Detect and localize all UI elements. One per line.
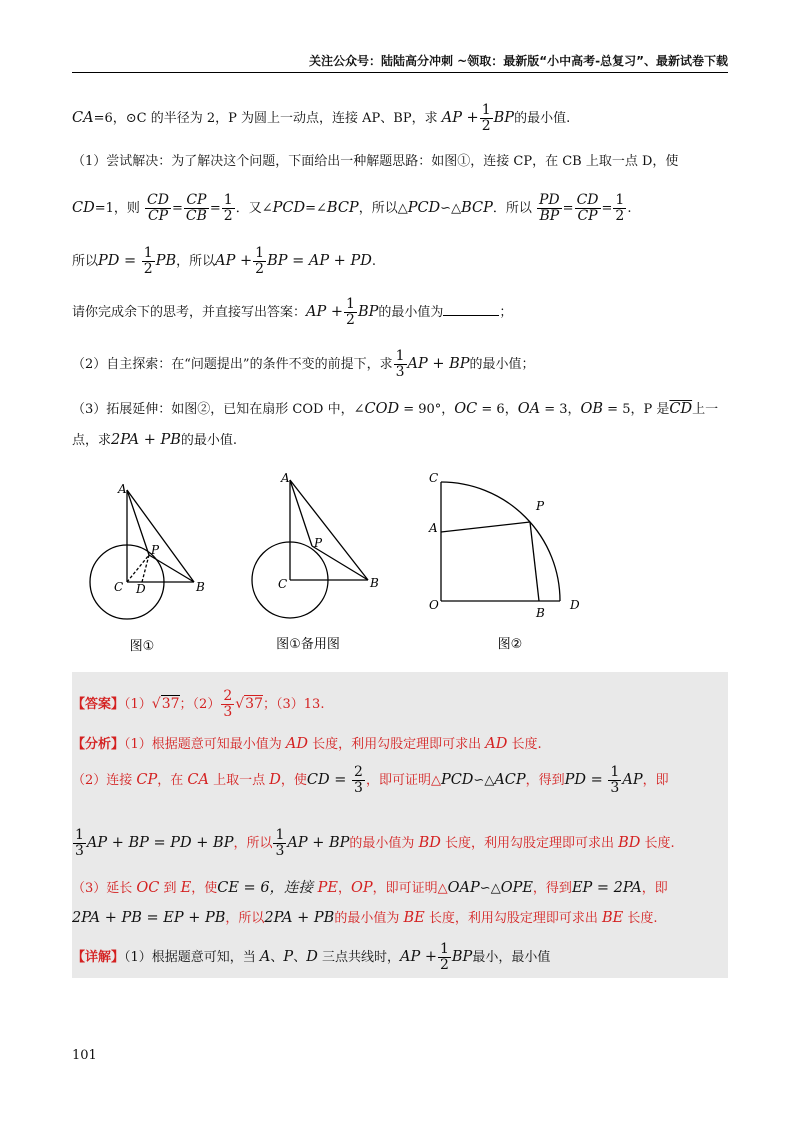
svg-text:B: B [536, 606, 545, 620]
fraction: $\frac{1}{2}$ [481, 102, 491, 134]
svg-text:C: C [429, 471, 439, 485]
figure-1-backup [252, 471, 379, 652]
analysis-line-5: 2PA + PB = EP + PB，所以2PA + PB的最小值为 BE 长度，利用勾股定理即可求出 BE 长度. [72, 910, 658, 926]
figure-2 [428, 471, 580, 652]
analysis-line-2: （2）连接 CP，在 CA 上取一点 D，使CD = $\frac{2}{3}$ ，即可证明△PCD∽△ACP，得到PD = $\frac{1}{3}$ AP，即 [72, 764, 669, 796]
figure-1 [90, 482, 205, 654]
fig1-point-c: C [114, 580, 124, 594]
svg-text:D: D [570, 598, 580, 612]
page-number: 101 [72, 1048, 97, 1063]
svg-text:P: P [314, 536, 323, 550]
fig1b-label: 图①备用图 [276, 637, 340, 652]
part2-line: （2）自主探索：在“问题提出”的条件不变的前提下，求 $\frac{1}{3}$ AP + BP的最小值； [72, 348, 535, 380]
part1-intro: （1）尝试解决：为了解决这个问题，下面给出一种解题思路：如图①，连接 CP，在 CB 上取一点 D，使 [72, 154, 679, 169]
analysis-line-3: $\frac{1}{3}$ AP + BP = PD + BP，所以 $\frac{1}{3}$ AP + BP的最小值为 BD 长度，利用勾股定理即可求出 BD 长度. [75, 827, 675, 859]
part1-line-2: CD=1，则 $\frac{CD}{CP}$ = $\frac{CP}{CB}$ = $\frac{1}{2}$ ．又∠PCD=∠BCP，所以△PCD∽△BCP．所以 $\frac{PD}{BP}$ = $\frac{CD}{CP}$ = $\frac{1}{2}$ . [72, 192, 632, 224]
svg-text:A: A [429, 521, 438, 535]
svg-text:O: O [429, 598, 439, 612]
svg-text:C: C [278, 577, 288, 591]
part1-line-3: 所以PD = $\frac{1}{2}$ PB，所以AP + $\frac{1}{2}$ BP = AP + PD. [72, 245, 376, 277]
analysis-line-4: （3）延长 OC 到 E，使CE = 6，连接 PE，OP，即可证明△OAP∽△OPE，得到EP = 2PA，即 [72, 880, 668, 896]
svg-text:P: P [536, 499, 545, 513]
answer-line: 【答案】（1）√37；（2） $\frac{2}{3}$ √37；（3）13. [72, 688, 325, 720]
fig1-point-b: B [196, 580, 205, 594]
svg-text:B: B [370, 576, 379, 590]
fig2-label: 图② [497, 637, 523, 652]
fig1-point-a: A [118, 482, 127, 496]
fig1-point-d: D [136, 582, 146, 596]
analysis-tag: 【分析】 [72, 737, 125, 752]
part3-line-2: 点，求2PA + PB的最小值. [72, 432, 238, 448]
answer-blank [443, 305, 499, 316]
svg-text:A: A [281, 471, 290, 485]
part3-line-1: （3）拓展延伸：如图②，已知在扇形 COD 中，∠COD = 90°，OC = 6，OA = 3，OB = 5，P 是$\overline{CD}$上一 [72, 401, 719, 417]
fig1-label: 图① [129, 639, 155, 654]
analysis-line-1: 【分析】（1）根据题意可知最小值为 AD 长度，利用勾股定理即可求出 AD 长度. [72, 736, 542, 752]
part1-line-4: 请你完成余下的思考，并直接写出答案：AP + $\frac{1}{2}$ BP的最小值为 ； [72, 296, 513, 328]
detail-tag: 【详解】 [72, 950, 125, 965]
detail-line: 【详解】（1）根据题意可知，当 A、P、D 三点共线时，AP + $\frac{1}{2}$ BP最小，最小值 [72, 941, 551, 973]
problem-line-1: CA=6，⊙C 的半径为 2，P 为圆上一动点，连接 AP、BP，求 AP + $\frac{1}{2}$ BP的最小值. [72, 102, 571, 134]
figures [72, 460, 728, 660]
header-rule [72, 72, 728, 73]
arc-cd: $\overline{CD}$ [669, 401, 693, 417]
fig1-point-p: P [151, 543, 160, 557]
page-header: 关注公众号：陆陆高分冲刺 ~领取：最新版“小中高考-总复习”、最新试卷下载 [309, 54, 728, 68]
answer-tag: 【答案】 [72, 697, 125, 712]
